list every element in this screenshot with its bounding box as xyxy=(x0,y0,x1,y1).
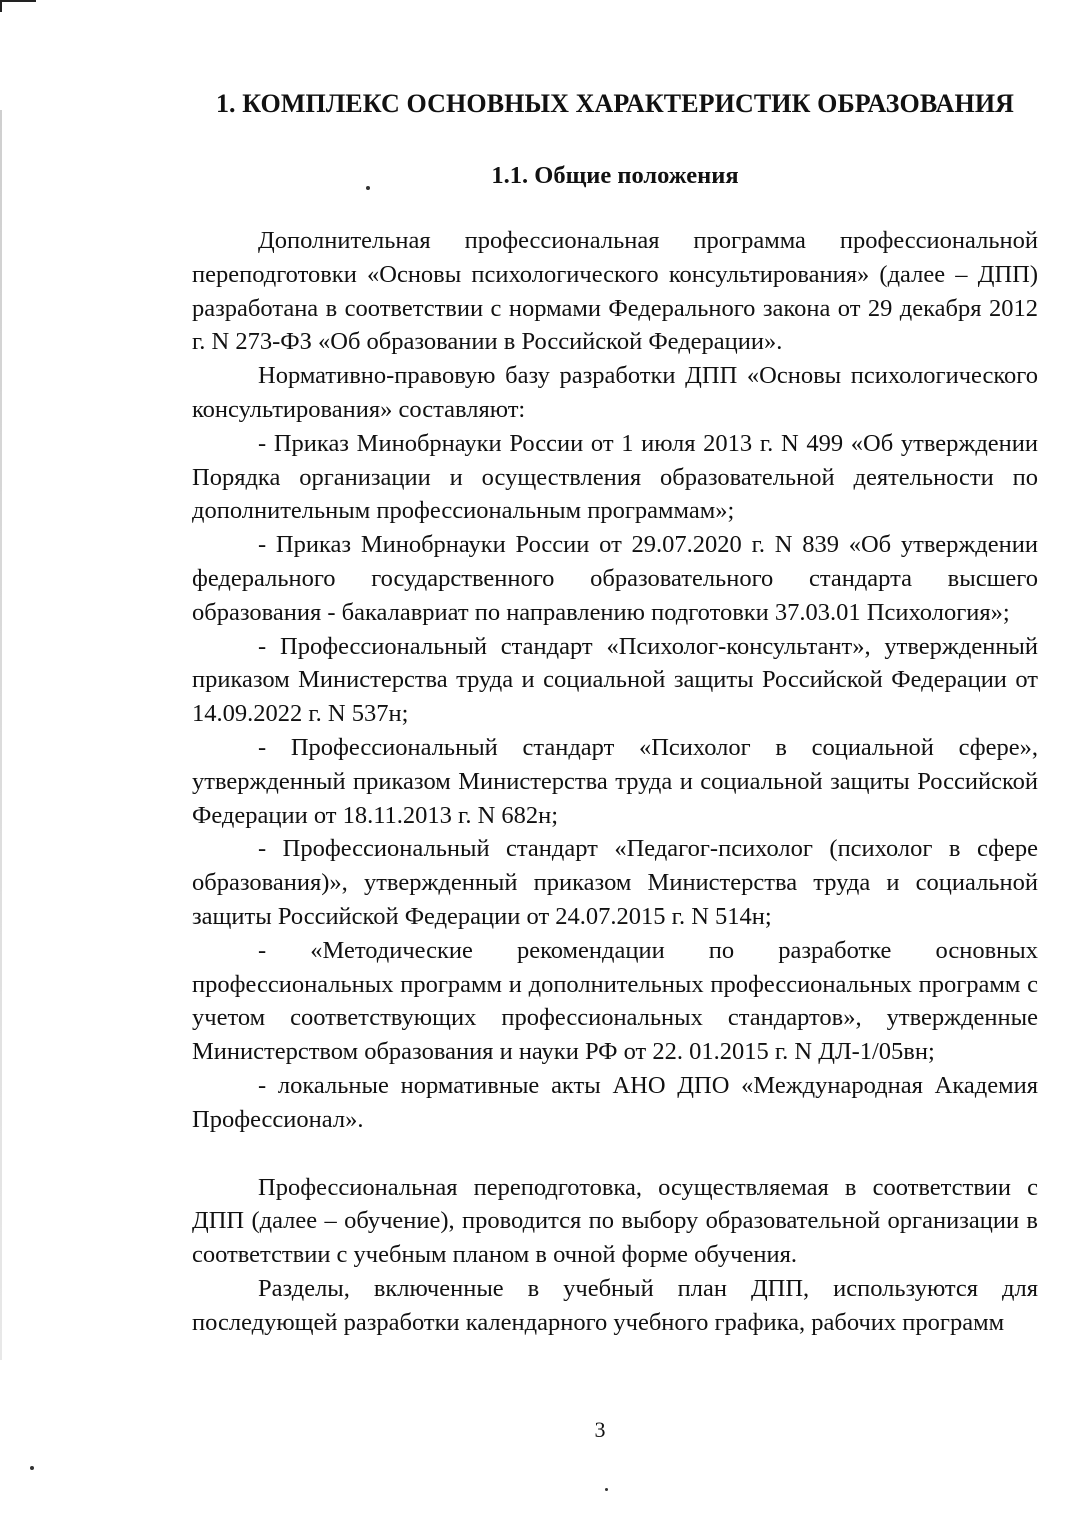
list-item-standard-682n: - Профессиональный стандарт «Психолог в социальной сфере», утвержденный приказом Министерства труда и социальной защиты Российской Федерации от 18.11.2013 г. N 682н; xyxy=(192,733,1038,829)
page-number: 3 xyxy=(594,1417,606,1442)
document-body xyxy=(192,84,1038,1340)
paragraph-training-form: Профессиональная переподготовка, осуществляемая в соответствии с ДПП (далее – обучение), проводится по выбору образовательной организации в соответствии с учебным планом в очной форме обучения. xyxy=(192,1173,1038,1269)
paragraph-gap xyxy=(192,1137,1038,1171)
list-item-standard-514n: - Профессиональный стандарт «Педагог-психолог (психолог в сфере образования)», утвержденный приказом Министерства труда и социальной защиты Российской Федерации от 24.07.2015 г. N 514н; xyxy=(192,835,1038,930)
scan-speck xyxy=(30,1466,34,1470)
scan-corner-mark xyxy=(0,0,36,12)
scan-speck xyxy=(605,1488,608,1491)
paragraph-legal-basis: Нормативно-правовую базу разработки ДПП «Основы психологического консультирования» составляют: xyxy=(192,362,1038,423)
list-item-order-839: - Приказ Минобрнауки России от 29.07.2020 г. N 839 «Об утверждении федерального государственного образовательного стандарта высшего образования - бакалавриат по направлению подготовки 37.03.01 Психология»; xyxy=(192,531,1038,626)
section-heading: 1. КОМПЛЕКС ОСНОВНЫХ ХАРАКТЕРИСТИК ОБРАЗОВАНИЯ xyxy=(215,89,1015,118)
paragraph-curriculum-sections: Разделы, включенные в учебный план ДПП, используются для последующей разработки календарного учебного графика, рабочих программ xyxy=(192,1274,1038,1336)
list-item-local-acts: - локальные нормативные акты АНО ДПО «Международная Академия Профессионал». xyxy=(192,1071,1038,1133)
list-item-methodical-recommendations: - «Методические рекомендации по разработке основных профессиональных программ и дополнительных профессиональных программ с учетом соответствующих профессиональных стандартов», утвержденные Министерством образования и науки РФ от 22. 01.2015 г. N ДЛ-1/05вн; xyxy=(192,936,1038,1066)
paragraph-intro: Дополнительная профессиональная программа профессиональной переподготовки «Основы психологического консультирования» (далее – ДПП) разработана в соответствии с нормами Федерального закона от 29 декабря 2012 г. N 273-ФЗ «Об образовании в Российской Федерации». xyxy=(192,227,1038,356)
list-item-order-499: - Приказ Минобрнауки России от 1 июля 2013 г. N 499 «Об утверждении Порядка организации и осуществления образовательной деятельности по дополнительным профессиональным программам»; xyxy=(192,429,1038,525)
scan-left-edge xyxy=(0,110,2,1360)
list-item-standard-537n: - Профессиональный стандарт «Психолог-консультант», утвержденный приказом Министерства труда и социальной защиты Российской Федерации от 14.09.2022 г. N 537н; xyxy=(192,632,1038,728)
subsection-heading: 1.1. Общие положения xyxy=(491,162,739,189)
